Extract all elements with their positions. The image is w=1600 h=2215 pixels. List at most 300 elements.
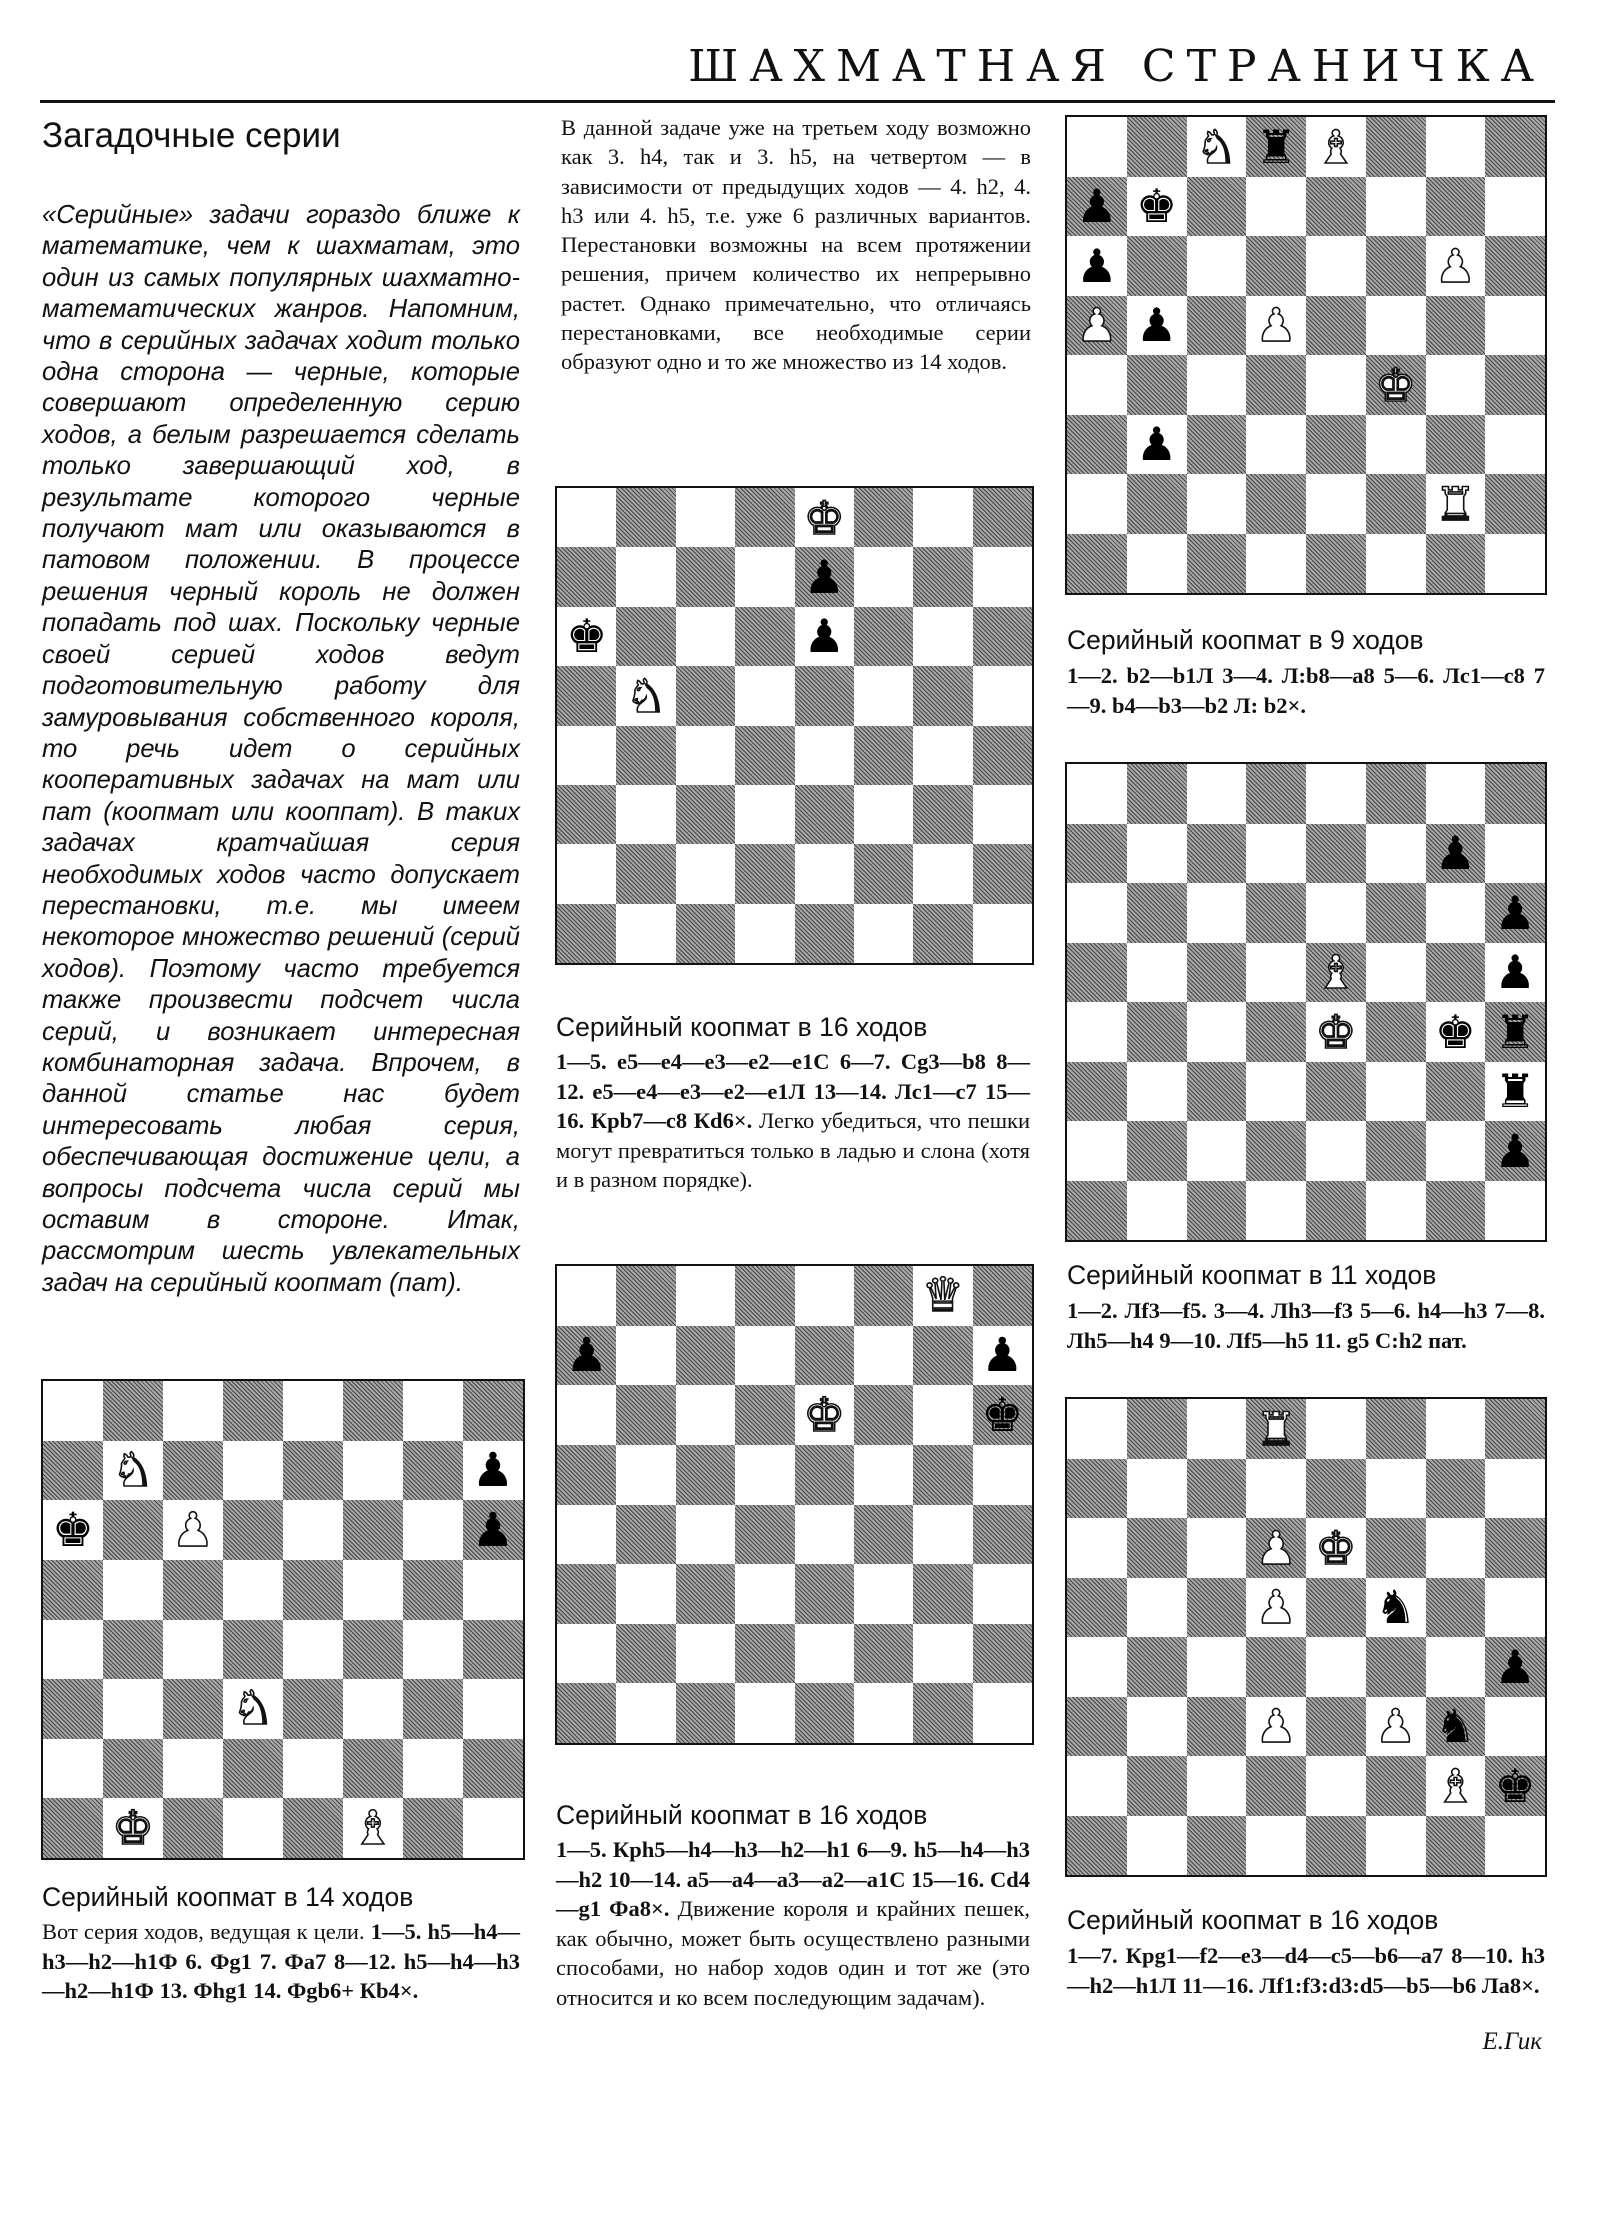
board-square: [1187, 355, 1247, 415]
board-square: [973, 1564, 1032, 1624]
board-square: [1426, 764, 1486, 824]
board-square: [1127, 1756, 1187, 1816]
black-pawn-icon: ♟: [803, 550, 845, 605]
black-pawn-icon: ♟: [1494, 885, 1536, 940]
board-square: [735, 488, 794, 547]
solution-moves: 1—5. e5—e4—e3—e2—e1С 6—7. Сg3—b8 8—12. e5—e4—e3—e2—e1Л 13—14. Лс1—с7 15—16. Крb7—с8 Кd6×.: [556, 1049, 1030, 1133]
board-square: [735, 607, 794, 666]
board-square: [676, 1505, 735, 1565]
board-square: [1306, 1637, 1366, 1697]
board-square: [795, 1624, 854, 1684]
board-square: [1127, 1518, 1187, 1578]
black-pawn-icon: ♟: [565, 1327, 608, 1383]
board-square: [913, 1445, 972, 1505]
board-square: [343, 1560, 403, 1620]
white-pawn-icon: ♟: [1255, 1580, 1297, 1635]
board-square: [1246, 1181, 1306, 1241]
black-pawn-icon: ♟: [1434, 826, 1476, 881]
board-square: [913, 547, 972, 606]
page-header: [40, 38, 1555, 103]
board-square: [913, 1385, 972, 1445]
board-square: [676, 1445, 735, 1505]
board-square: [973, 785, 1032, 844]
board-square: [795, 1683, 854, 1743]
black-rook-icon: ♜: [1494, 1004, 1536, 1059]
board-square: [1485, 1459, 1545, 1519]
board-square: [1127, 1181, 1187, 1241]
board-square: [676, 1385, 735, 1445]
board-square: [557, 1564, 616, 1624]
board-square: [283, 1500, 343, 1560]
board-square: [913, 1564, 972, 1624]
solution-remark: Движение короля и крайних пешек, как обычно, может быть осуществлено разными способами, но набор ходов один и тот же (это относится и ко всем последующим задачам).: [556, 1896, 1030, 2010]
board-square: [1426, 534, 1486, 594]
board-square: [1187, 1697, 1247, 1757]
black-pawn-icon: ♟: [803, 609, 845, 664]
board-square: [163, 1381, 223, 1441]
black-pawn-icon: ♟: [981, 1327, 1024, 1383]
board-square: [103, 1679, 163, 1739]
board-square: [1426, 177, 1486, 237]
board-square: [223, 1560, 283, 1620]
board-square: [795, 904, 854, 963]
board-square: [343, 1620, 403, 1680]
board-square: [1187, 534, 1247, 594]
board-square: [1306, 1459, 1366, 1519]
board-square: [1246, 1756, 1306, 1816]
board-square: [1306, 1756, 1366, 1816]
header-title: ШАХМАТНАЯ СТРАНИЧКА: [688, 41, 1545, 92]
white-pawn-icon: ♟: [1375, 1699, 1417, 1754]
solution-moves: 1—5. h5—h4—h3—h2—h1Ф 6. Фg1 7. Фa7 8—12. h5—h4—h3—h2—h1Ф 13. Фhg1 14. Фgb6+ Кb4×.: [42, 1919, 521, 2003]
board-square: [854, 666, 913, 725]
board-square: [557, 726, 616, 785]
board-square: [1426, 1399, 1486, 1459]
board-square: [854, 726, 913, 785]
board-square: [43, 1739, 103, 1799]
board-square: [1067, 355, 1127, 415]
article-title: Загадочные серии: [42, 116, 341, 155]
board-square: [283, 1381, 343, 1441]
board-square: [1067, 1002, 1127, 1062]
board-square: [1366, 1459, 1426, 1519]
chess-board: [555, 486, 1034, 965]
board-square: [1426, 117, 1486, 177]
board-square: [1246, 534, 1306, 594]
board-square: [1246, 1002, 1306, 1062]
chess-board: [1065, 1397, 1547, 1877]
board-square: [973, 488, 1032, 547]
board-square: [1485, 1697, 1545, 1757]
board-square: [403, 1620, 463, 1680]
board-square: [1426, 355, 1486, 415]
board-square: [795, 1266, 854, 1326]
board-square: [1067, 1518, 1127, 1578]
board-square: [1485, 355, 1545, 415]
board-square: [913, 666, 972, 725]
board-square: [854, 1683, 913, 1743]
board-square: [1246, 177, 1306, 237]
white-pawn-icon: ♟: [1434, 238, 1476, 293]
solution-intro: Вот серия ходов, ведущая к цели.: [42, 1919, 365, 1944]
board-square: [1366, 764, 1426, 824]
board-square: [463, 1620, 523, 1680]
board-square: [1187, 1399, 1247, 1459]
solution-remark: Легко убедиться, что пешки могут превратиться только в ладью и слона (хотя и в разном порядке).: [556, 1108, 1031, 1192]
board-square: [1246, 236, 1306, 296]
board-square: [1187, 943, 1247, 1003]
black-rook-icon: ♜: [1255, 119, 1297, 174]
board-square: [1306, 883, 1366, 943]
problem-caption: Серийный коопмат в 16 ходов: [556, 1012, 928, 1042]
board-square: [343, 1381, 403, 1441]
board-square: [557, 904, 616, 963]
board-square: [1127, 1697, 1187, 1757]
board-square: [103, 1739, 163, 1799]
board-square: [1187, 764, 1247, 824]
board-square: [1366, 534, 1426, 594]
board-square: [735, 1505, 794, 1565]
board-square: [1127, 1459, 1187, 1519]
board-square: [223, 1500, 283, 1560]
board-square: [1067, 1399, 1127, 1459]
board-square: [1306, 1578, 1366, 1638]
board-square: [616, 785, 675, 844]
board-square: [1067, 1062, 1127, 1122]
board-square: [676, 488, 735, 547]
white-bishop-icon: ♝: [1434, 1758, 1476, 1813]
board-square: [676, 666, 735, 725]
board-square: [1306, 415, 1366, 475]
white-knight-icon: ♞: [625, 668, 667, 723]
white-pawn-icon: ♟: [171, 1502, 215, 1558]
white-bishop-icon: ♝: [351, 1800, 395, 1856]
black-king-icon: ♚: [981, 1387, 1024, 1443]
board-square: [854, 1624, 913, 1684]
board-square: [1127, 1399, 1187, 1459]
solution-moves: 1—7. Крg1—f2—e3—d4—с5—b6—a7 8—10. h3—h2—h1Л 11—16. Лf1:f3:d3:d5—b5—b6 Лa8×.: [1067, 1943, 1545, 1998]
board-square: [795, 726, 854, 785]
board-square: [1366, 1756, 1426, 1816]
board-square: [1366, 117, 1426, 177]
board-square: [616, 1266, 675, 1326]
white-knight-icon: ♞: [1195, 119, 1237, 174]
board-square: [913, 726, 972, 785]
board-square: [1246, 474, 1306, 534]
board-square: [1127, 1002, 1187, 1062]
board-square: [283, 1620, 343, 1680]
board-square: [1366, 1637, 1426, 1697]
board-square: [283, 1679, 343, 1739]
board-square: [616, 607, 675, 666]
board-square: [1366, 296, 1426, 356]
board-square: [1127, 117, 1187, 177]
board-square: [1246, 1459, 1306, 1519]
board-square: [1127, 534, 1187, 594]
white-rook-icon: ♜: [1434, 476, 1476, 531]
board-square: [1246, 1637, 1306, 1697]
board-square: [103, 1620, 163, 1680]
board-square: [1366, 1816, 1426, 1876]
board-square: [557, 785, 616, 844]
board-square: [1426, 943, 1486, 1003]
board-square: [1067, 1637, 1127, 1697]
black-king-icon: ♚: [566, 609, 608, 664]
black-king-icon: ♚: [1136, 179, 1178, 234]
board-square: [163, 1798, 223, 1858]
board-square: [1366, 1121, 1426, 1181]
board-square: [1426, 415, 1486, 475]
board-square: [1485, 1578, 1545, 1638]
problem-caption: Серийный коопмат в 16 ходов: [556, 1800, 928, 1830]
board-square: [1127, 1578, 1187, 1638]
board-square: [557, 1385, 616, 1445]
board-square: [1485, 236, 1545, 296]
board-square: [1187, 1637, 1247, 1697]
board-square: [616, 844, 675, 903]
board-square: [854, 844, 913, 903]
board-square: [403, 1441, 463, 1501]
board-square: [616, 1564, 675, 1624]
board-square: [43, 1560, 103, 1620]
black-king-icon: ♚: [1494, 1758, 1536, 1813]
board-square: [557, 1445, 616, 1505]
board-square: [1366, 1062, 1426, 1122]
board-square: [973, 666, 1032, 725]
board-square: [735, 1564, 794, 1624]
board-square: [343, 1679, 403, 1739]
board-square: [1127, 1062, 1187, 1122]
board-square: [735, 904, 794, 963]
board-square: [1187, 1518, 1247, 1578]
board-square: [1306, 177, 1366, 237]
board-square: [1306, 474, 1366, 534]
board-square: [163, 1441, 223, 1501]
board-square: [854, 607, 913, 666]
middle-text: В данной задаче уже на третьем ходу возможно как 3. h4, так и 3. h5, на четвертом — в зависимости от предыдущих ходов — 4. h2, 4. h3 или 4. h5, т.е. уже 6 различных вариантов. Перестановки возможны на всем протяжении решения, причем количество их непрерывно растет. Однако примечательно, что отличаясь перестановками, все необходимые серии образуют одно и то же множество из 14 ходов.: [561, 115, 1031, 375]
board-square: [1187, 1756, 1247, 1816]
board-square: [1485, 1181, 1545, 1241]
board-square: [795, 1505, 854, 1565]
board-square: [343, 1739, 403, 1799]
board-square: [1067, 1578, 1127, 1638]
board-square: [403, 1739, 463, 1799]
board-square: [343, 1441, 403, 1501]
board-square: [676, 726, 735, 785]
board-square: [616, 726, 675, 785]
board-square: [1485, 534, 1545, 594]
board-square: [676, 844, 735, 903]
board-square: [1485, 474, 1545, 534]
board-square: [1246, 764, 1306, 824]
board-square: [1366, 474, 1426, 534]
board-square: [1366, 943, 1426, 1003]
white-bishop-icon: ♝: [1315, 945, 1357, 1000]
chess-board: [41, 1379, 525, 1860]
black-king-icon: ♚: [1434, 1004, 1476, 1059]
solution-moves: 1—5. Крh5—h4—h3—h2—h1 6—9. h5—h4—h3—h2 10—14. a5—a4—a3—a2—a1С 15—16. Сd4—g1 Фa8×.: [556, 1837, 1030, 1921]
board-square: [1306, 296, 1366, 356]
board-square: [1485, 1816, 1545, 1876]
board-square: [1187, 824, 1247, 884]
board-square: [854, 488, 913, 547]
board-square: [1067, 824, 1127, 884]
problem-solution: [1067, 1296, 1545, 1355]
white-queen-icon: ♛: [921, 1268, 964, 1324]
board-square: [1485, 177, 1545, 237]
white-king-icon: ♚: [111, 1800, 155, 1856]
board-square: [1366, 415, 1426, 475]
board-square: [1067, 474, 1127, 534]
solution-moves: 1—2. b2—b1Л 3—4. Л:b8—a8 5—6. Лс1—с8 7—9. b4—b3—b2 Л: b2×.: [1067, 663, 1545, 718]
board-square: [1127, 943, 1187, 1003]
board-square: [1067, 117, 1127, 177]
board-square: [403, 1500, 463, 1560]
board-square: [795, 666, 854, 725]
board-square: [1426, 1181, 1486, 1241]
problem-solution: [1067, 661, 1545, 720]
board-square: [1366, 177, 1426, 237]
board-square: [1306, 1121, 1366, 1181]
board-square: [913, 1624, 972, 1684]
board-square: [343, 1500, 403, 1560]
board-square: [557, 488, 616, 547]
board-square: [43, 1441, 103, 1501]
board-square: [854, 1326, 913, 1386]
board-square: [676, 547, 735, 606]
board-square: [1246, 1816, 1306, 1876]
board-square: [1366, 1399, 1426, 1459]
board-square: [1127, 474, 1187, 534]
board-square: [463, 1679, 523, 1739]
board-square: [854, 1266, 913, 1326]
board-square: [1067, 1459, 1127, 1519]
board-square: [1067, 943, 1127, 1003]
board-square: [1187, 474, 1247, 534]
board-square: [795, 785, 854, 844]
board-square: [1187, 296, 1247, 356]
board-square: [676, 1624, 735, 1684]
board-square: [103, 1381, 163, 1441]
board-square: [1067, 883, 1127, 943]
black-knight-icon: ♞: [1434, 1699, 1476, 1754]
board-square: [1187, 1459, 1247, 1519]
white-king-icon: ♚: [803, 490, 845, 545]
board-square: [43, 1620, 103, 1680]
board-square: [913, 844, 972, 903]
board-square: [735, 1624, 794, 1684]
problem-caption: Серийный коопмат в 16 ходов: [1067, 1905, 1439, 1935]
board-square: [1485, 824, 1545, 884]
board-square: [616, 904, 675, 963]
black-pawn-icon: ♟: [1494, 1123, 1536, 1178]
board-square: [1426, 1459, 1486, 1519]
board-square: [1366, 236, 1426, 296]
board-square: [1426, 1121, 1486, 1181]
board-square: [616, 1624, 675, 1684]
board-square: [795, 1564, 854, 1624]
board-square: [616, 1505, 675, 1565]
board-square: [283, 1441, 343, 1501]
board-square: [463, 1381, 523, 1441]
board-square: [795, 1326, 854, 1386]
board-square: [1426, 1816, 1486, 1876]
board-square: [854, 904, 913, 963]
board-square: [1246, 1062, 1306, 1122]
board-square: [616, 547, 675, 606]
board-square: [913, 607, 972, 666]
board-square: [463, 1798, 523, 1858]
board-square: [1306, 1697, 1366, 1757]
board-square: [1366, 1002, 1426, 1062]
board-square: [103, 1500, 163, 1560]
board-square: [223, 1798, 283, 1858]
board-square: [854, 1564, 913, 1624]
board-square: [1187, 1121, 1247, 1181]
board-square: [1366, 883, 1426, 943]
board-square: [973, 1624, 1032, 1684]
board-square: [1127, 1816, 1187, 1876]
board-square: [973, 726, 1032, 785]
board-square: [1187, 883, 1247, 943]
chess-board: [1065, 762, 1547, 1242]
board-square: [973, 607, 1032, 666]
board-square: [616, 1445, 675, 1505]
board-square: [1426, 296, 1486, 356]
board-square: [1067, 1697, 1127, 1757]
board-square: [973, 844, 1032, 903]
board-square: [1067, 1816, 1127, 1876]
board-square: [854, 1385, 913, 1445]
board-square: [1067, 1181, 1127, 1241]
board-square: [1187, 177, 1247, 237]
board-square: [854, 1445, 913, 1505]
board-square: [913, 1683, 972, 1743]
chess-board: [555, 1264, 1034, 1745]
board-square: [616, 1385, 675, 1445]
chess-board: [1065, 115, 1547, 595]
board-square: [283, 1560, 343, 1620]
black-pawn-icon: ♟: [1494, 1639, 1536, 1694]
board-square: [676, 1564, 735, 1624]
author-signature: Е.Гик: [1482, 2028, 1542, 2055]
board-square: [1426, 1518, 1486, 1578]
board-square: [1485, 764, 1545, 824]
solution-moves: 1—2. Лf3—f5. 3—4. Лh3—f3 5—6. h4—h3 7—8. Лh5—h4 9—10. Лf5—h5 11. g5 С:h2 пат.: [1067, 1298, 1545, 1353]
white-king-icon: ♚: [803, 1387, 846, 1443]
board-square: [1067, 415, 1127, 475]
board-square: [1067, 534, 1127, 594]
board-square: [1246, 824, 1306, 884]
board-square: [163, 1620, 223, 1680]
board-square: [1426, 883, 1486, 943]
article-intro: «Серийные» задачи гораздо ближе к математике, чем к шахматам, это один из самых популярных шахматно-математических жанров. Напомним, что в серийных задачах ходит только одна сторона — черные, которые совершают определенную серию ходов, а белым разрешается сделать только завершающий ход, в результате которого черные получают мат или оказываются в патовом положении. В процессе решения черный король не должен попадать под шах. Поскольку черные своей серией ходов ведут подготовительную работу для замуровывания собственного короля, то речь идет о серийных кооперативных задачах на мат или пат (коопмат или кооппат). В таких задачах кратчайшая серия необходимых ходов часто допускает перестановки, т.е. мы имеем некоторое множество решений (серий ходов). Поэтому часто требуется также произвести подсчет числа серий, и возникает интересная комбинаторная задача. Впрочем, в данной статье нас будет интересовать любая серия, обеспечивающая достижение цели, а вопросы подсчета числа серий мы оставим в стороне. Итак, рассмотрим шесть увлекательных задач на серийный коопмат (пат).: [42, 201, 520, 1297]
board-square: [1187, 236, 1247, 296]
black-king-icon: ♚: [51, 1502, 95, 1558]
board-square: [1485, 1399, 1545, 1459]
board-square: [1127, 1637, 1187, 1697]
board-square: [1306, 1062, 1366, 1122]
board-square: [616, 488, 675, 547]
black-pawn-icon: ♟: [1076, 179, 1118, 234]
board-square: [1485, 1518, 1545, 1578]
board-square: [854, 547, 913, 606]
board-square: [735, 1385, 794, 1445]
board-square: [1127, 883, 1187, 943]
board-square: [676, 1266, 735, 1326]
board-square: [223, 1620, 283, 1680]
problem-solution: [556, 1835, 1030, 2012]
